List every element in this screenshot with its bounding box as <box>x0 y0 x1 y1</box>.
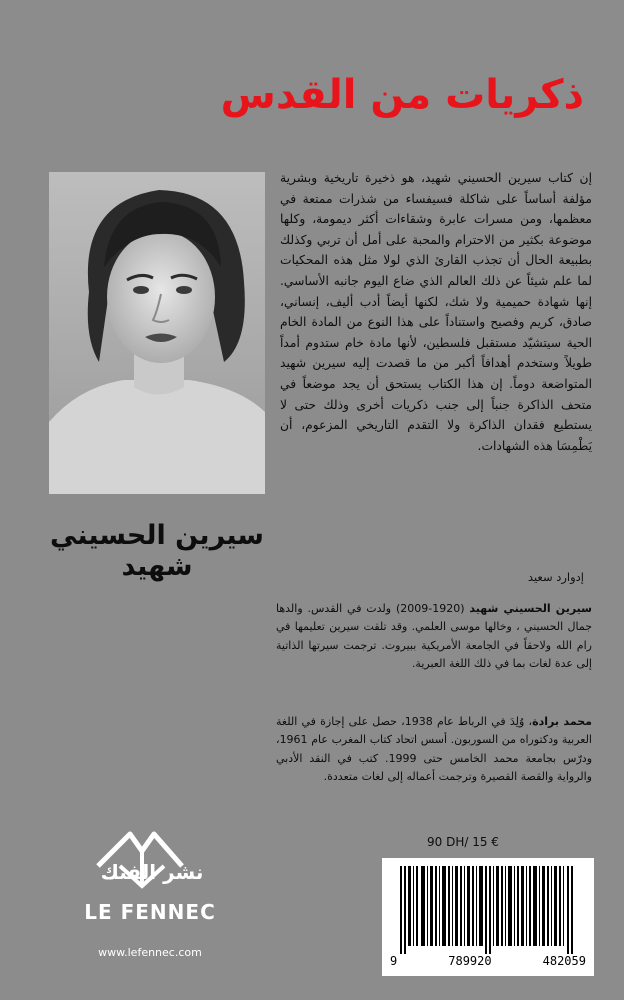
barcode-digit-group-1: 789920 <box>448 954 492 968</box>
barcode-digit-prefix: 9 <box>390 954 398 968</box>
translator-bio-text: ، وُلِدَ في الرباط عام 1938، حصل على إجازة في اللغة العربية ودكتوراه من السوربون. أسس اتحاد كتاب المغرب عام 1961، ودرّس بجامعة محمد الخامس حتى 1999. كتب في النقد الأدبي والرواية والقصة القصيرة وترجمت أعماله إلى لغات متعددة. <box>276 715 592 783</box>
blurb-signature: إدوارد سعيد <box>527 570 584 584</box>
price-label: 90 DH/ 15 € <box>427 835 499 849</box>
author-name-caption: سيرين الحسيني شهيد <box>50 520 264 582</box>
publisher-website: www.lefennec.com <box>98 946 202 959</box>
barcode-digit-group-2: 482059 <box>542 954 586 968</box>
blurb-text: إن كتاب سيرين الحسيني شهيد، هو ذخيرة تاريخية وبشرية مؤلفة أساساً على شاكلة فسيفساء من شذرات ممتعة في معظمها، ومن مسرات عابرة وشقاءات أكثر ديمومة، وكلها موضوعة بكثير من الاحترام والمحبة على أمل أن تربي وكذلك بطبيعة الحال أن تجذب القارئ الذي لولا مثل هذه المحكيات لما علم شيئاً عن ذلك العالم الذي ضاع اليوم جانبه الأساسي. إنها شهادة حميمية ولا شك، لكنها أيضاً أدب أليف، إنساني، صادق، كريم وفصيح واستناداً على هذا النوع من المادة الخام الحية سيتشيّد مستقبل فلسطين، لأنها مادة خام ستدوم أمداً طويلاً وستخدم أهدافاً أكبر من ما قصدت إليه سيرين شهيد المتواضعة دوماً. إن هذا الكتاب يستحق أن يجد موضعاً في متحف الذاكرة جنباً إلى جنب ذكريات أخرى وذلك حتى لا يستطيع فقدان الذاكرة ولا التقدم التاريخي المزعوم، أن يَطْمِسَا هذه الشهادات. <box>280 171 592 453</box>
author-bio-text: (1920-2009) ولدت في القدس. والدها جمال الحسيني ، وخالها موسى العلمي. وقد تلقت سيرين تعليمها في رام الله ولاحقاً في الجامعة الأمريكية ببيروت. ترجمت سيرتها الذاتية إلى عدة لغات بما في ذلك اللغة العبرية. <box>276 602 592 670</box>
publisher-logo-arabic: نشر الفنك <box>100 860 204 884</box>
barcode-bars <box>390 866 586 954</box>
author-bio <box>276 600 592 673</box>
author-bio-name: سيرين الحسيني شهيد <box>469 602 592 615</box>
author-portrait <box>49 172 265 494</box>
publisher-logo-latin: LE FENNEC <box>84 900 216 924</box>
translator-bio-name: محمد برادة <box>532 715 592 728</box>
barcode-digits <box>390 954 586 968</box>
book-title: ذكريات من القدس <box>220 72 584 118</box>
translator-bio <box>276 713 592 786</box>
barcode <box>382 858 594 976</box>
